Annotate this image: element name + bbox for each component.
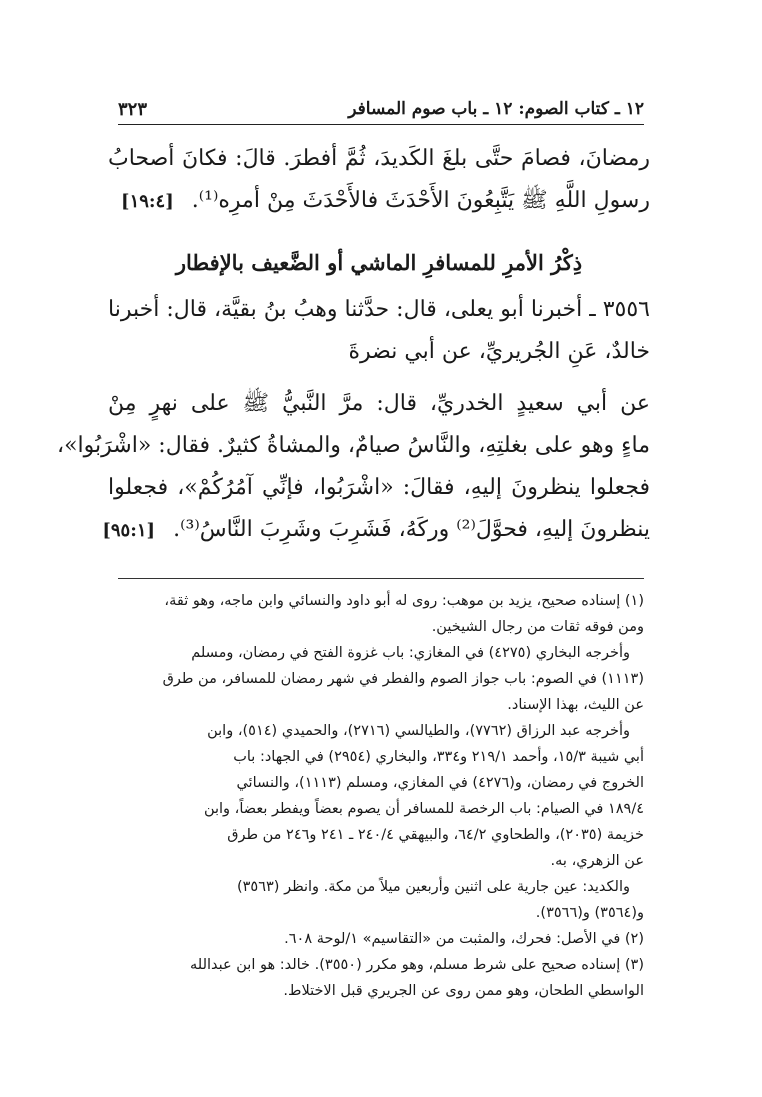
- intro-reference: [١٩:٤]: [121, 191, 174, 212]
- matn-line-3: فجعلوا ينظرونَ إليهِ، فقالَ: «اشْرَبُوا، فإنِّي آمُرُكُمْ»، فجعلوا: [108, 475, 650, 500]
- intro-line-1: رمضانَ، فصامَ حتَّى بلغَ الكَديدَ، ثُمَّ أفطرَ. قالَ: فكانَ أصحابُ: [108, 146, 650, 171]
- footnote-line: (١) إسناده صحيح، يزيد بن موهب: روى له أبو داود والنسائي وابن ماجه، وهو ثقة،: [164, 593, 644, 609]
- footnote-line: الخروج في رمضان، و(٤٢٧٦) في المغازي، ومسلم (١١١٣)، والنسائي: [236, 775, 644, 791]
- footnote-line: أبي شيبة ١٥/٣، وأحمد ٢١٩/١ و٣٣٤، والبخاري (٢٩٥٤) في الجهاد: باب: [233, 749, 644, 765]
- isnad-line-2: خالدٌ، عَنِ الجُريريِّ، عن أبي نضرةَ: [348, 339, 650, 364]
- footnote-line: وأخرجه عبد الرزاق (٧٧٦٢)، والطيالسي (٢٧١٦)، والحميدي (٥١٤)، وابن: [207, 723, 630, 739]
- page-number: ٣٢٣: [118, 98, 148, 120]
- footnote-line: وأخرجه البخاري (٤٢٧٥) في المغازي: باب غزوة الفتح في رمضان، ومسلم: [191, 645, 630, 661]
- footnote-1-bukhari: [118, 640, 644, 718]
- footnotes: [118, 588, 644, 1004]
- footnote-line: عن الزهري، به.: [550, 853, 644, 869]
- footnote-1-kadid: [118, 874, 644, 926]
- footnote-line: و(٣٥٦٤) و(٣٥٦٦).: [535, 905, 644, 921]
- matn-line-4: [102, 509, 650, 552]
- matn-reference: [٩٥:١]: [102, 520, 156, 541]
- footnote-line: (١١١٣) في الصوم: باب جواز الصوم والفطر في شهر رمضان للمسافر، من طرق: [162, 671, 644, 687]
- footnote-1-takhrij: [118, 718, 644, 874]
- isnad-line-1: ٣٥٥٦ ـ أخبرنا أبو يعلى، قال: حدَّثنا وهبُ بنُ بقيَّة، قال: أخبرنا: [108, 297, 650, 322]
- chapter-title: ١٢ ـ كتاب الصوم: ١٢ ـ باب صوم المسافر: [348, 99, 644, 119]
- matn-line-1: عن أبي سعيدٍ الخدريِّ، قال: مرَّ النَّبيُّ ﷺ على نهرٍ مِنْ: [108, 391, 650, 416]
- section-heading: ذِكْرُ الأمرِ للمسافرِ الماشي أو الضَّعيف بالإفطار: [175, 250, 583, 275]
- footnotes-divider: [118, 578, 644, 579]
- footnote-line: (٢) في الأصل: فحرك، والمثبت من «التقاسيم» ١/لوحة ٦٠٨.: [284, 931, 644, 947]
- footnote-1: [118, 588, 644, 640]
- footnote-line: الواسطي الطحان، وهو ممن روى عن الجريري قبل الاختلاط.: [283, 983, 644, 999]
- intro-line-2: [108, 180, 650, 223]
- footnote-line: ١٨٩/٤ في الصيام: باب الرخصة للمسافر أن يصوم بعضاً ويفطر بعضاً، وابن: [203, 801, 644, 817]
- footnote-line: عن الليث، بهذا الإسناد.: [507, 697, 644, 713]
- footnote-3: [118, 952, 644, 1004]
- footnote-line: خزيمة (٢٠٣٥)، والطحاوي ٦٤/٢، والبيهقي ٢٤٠/٤ ـ ٢٤١ و٢٤٦ من طرق: [227, 827, 644, 843]
- intro-line-2-text: رسولِ اللَّهِ ﷺ يَتَّبِعُونَ الأَحْدَثَ فالأَحْدَثَ مِنْ أمرِه⁽¹⁾.: [191, 188, 650, 213]
- footnote-line: والكديد: عين جارية على اثنين وأربعين ميلاً من مكة. وانظر (٣٥٦٣): [236, 879, 630, 895]
- matn-line-4-text: ينظرونَ إليهِ، فحوَّلَ⁽²⁾ وركَهُ، فَشَرِبَ وشَرِبَ النَّاسُ⁽³⁾.: [173, 517, 650, 542]
- footnote-2: [118, 926, 644, 952]
- main-text: [57, 138, 650, 552]
- footnote-line: (٣) إسناده صحيح على شرط مسلم، وهو مكرر (٣٥٥٠). خالد: هو ابن عبدالله: [190, 957, 644, 973]
- running-header: [118, 94, 644, 125]
- footnote-line: ومن فوقه ثقات من رجال الشيخين.: [431, 619, 644, 635]
- matn-line-2: ماءٍ وهو على بغلتِهِ، والنَّاسُ صيامٌ، والمشاةُ كثيرٌ. فقال: «اشْرَبُوا»،: [57, 433, 650, 458]
